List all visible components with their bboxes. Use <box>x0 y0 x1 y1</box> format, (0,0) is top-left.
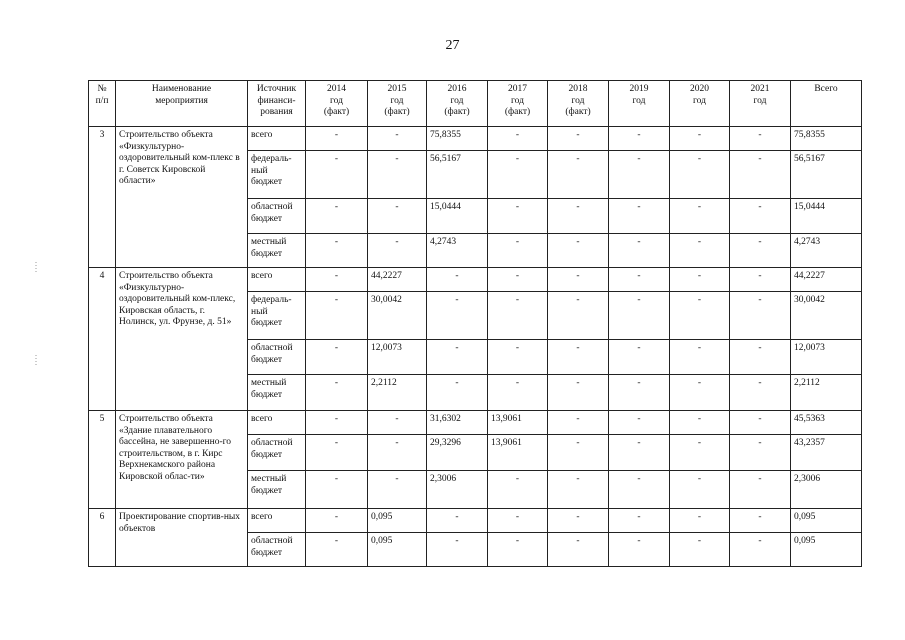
year-value: - <box>609 411 670 435</box>
year-value: - <box>427 509 488 533</box>
funding-source: федераль- ный бюджет <box>248 292 306 340</box>
header-name: Наименование мероприятия <box>116 81 248 127</box>
year-value: - <box>609 509 670 533</box>
item-number: 3 <box>89 127 116 268</box>
funding-source: всего <box>248 268 306 292</box>
row-total: 0,095 <box>791 533 862 567</box>
year-value: - <box>609 340 670 375</box>
year-value: - <box>488 533 548 567</box>
item-name: Проектирование спортив-ных объектов <box>116 509 248 567</box>
item-number: 4 <box>89 268 116 411</box>
year-value: - <box>368 234 427 268</box>
year-value: - <box>548 127 609 151</box>
year-value: - <box>670 268 730 292</box>
year-value: 44,2227 <box>368 268 427 292</box>
year-value: - <box>730 375 791 411</box>
header-2015: 2015 год (факт) <box>368 81 427 127</box>
funding-source: местный бюджет <box>248 471 306 509</box>
year-value: - <box>368 435 427 471</box>
year-value: - <box>670 509 730 533</box>
table-row <box>89 127 862 151</box>
year-value: - <box>730 411 791 435</box>
funding-source: областной бюджет <box>248 199 306 234</box>
year-value: - <box>306 268 368 292</box>
year-value: - <box>306 411 368 435</box>
year-value: - <box>488 234 548 268</box>
row-total: 0,095 <box>791 509 862 533</box>
funding-source: областной бюджет <box>248 340 306 375</box>
year-value: - <box>609 375 670 411</box>
year-value: - <box>427 268 488 292</box>
header-2018: 2018 год (факт) <box>548 81 609 127</box>
year-value: - <box>670 234 730 268</box>
funding-source: местный бюджет <box>248 234 306 268</box>
year-value: - <box>730 127 791 151</box>
year-value: - <box>306 234 368 268</box>
year-value: - <box>670 199 730 234</box>
item-number: 6 <box>89 509 116 567</box>
row-total: 45,5363 <box>791 411 862 435</box>
page-number: 27 <box>445 38 460 53</box>
year-value: - <box>488 151 548 199</box>
year-value: 30,0042 <box>368 292 427 340</box>
year-value: - <box>670 533 730 567</box>
table-body <box>89 127 862 567</box>
year-value: - <box>730 268 791 292</box>
funding-source: федераль- ный бюджет <box>248 151 306 199</box>
year-value: - <box>306 435 368 471</box>
row-total: 4,2743 <box>791 234 862 268</box>
header-2014: 2014 год (факт) <box>306 81 368 127</box>
year-value: - <box>730 340 791 375</box>
row-total: 56,5167 <box>791 151 862 199</box>
year-value: 56,5167 <box>427 151 488 199</box>
year-value: 0,095 <box>368 509 427 533</box>
table-row <box>89 268 862 292</box>
year-value: - <box>730 292 791 340</box>
year-value: - <box>548 268 609 292</box>
header-source: Источник финанси- рования <box>248 81 306 127</box>
funding-source: областной бюджет <box>248 435 306 471</box>
year-value: 15,0444 <box>427 199 488 234</box>
header-2016: 2016 год (факт) <box>427 81 488 127</box>
header-2021: 2021 год <box>730 81 791 127</box>
row-total: 43,2357 <box>791 435 862 471</box>
header-2019: 2019 год <box>609 81 670 127</box>
year-value: 31,6302 <box>427 411 488 435</box>
year-value: - <box>488 199 548 234</box>
year-value: - <box>670 340 730 375</box>
year-value: - <box>548 471 609 509</box>
table-row <box>89 411 862 435</box>
year-value: - <box>488 375 548 411</box>
year-value: 12,0073 <box>368 340 427 375</box>
year-value: - <box>609 292 670 340</box>
header-num: № п/п <box>89 81 116 127</box>
year-value: - <box>306 127 368 151</box>
year-value: - <box>730 199 791 234</box>
table-row <box>89 509 862 533</box>
year-value: - <box>609 151 670 199</box>
funding-source: всего <box>248 411 306 435</box>
row-total: 15,0444 <box>791 199 862 234</box>
year-value: - <box>427 340 488 375</box>
funding-source: всего <box>248 509 306 533</box>
year-value: 29,3296 <box>427 435 488 471</box>
year-value: - <box>609 127 670 151</box>
year-value: - <box>488 471 548 509</box>
year-value: 2,3006 <box>427 471 488 509</box>
year-value: - <box>548 411 609 435</box>
year-value: - <box>368 411 427 435</box>
year-value: - <box>306 375 368 411</box>
year-value: - <box>609 234 670 268</box>
year-value: - <box>609 471 670 509</box>
year-value: - <box>548 509 609 533</box>
year-value: - <box>548 375 609 411</box>
year-value: - <box>609 199 670 234</box>
year-value: - <box>548 151 609 199</box>
year-value: - <box>306 151 368 199</box>
year-value: 13,9061 <box>488 411 548 435</box>
year-value: - <box>670 292 730 340</box>
year-value: - <box>670 435 730 471</box>
year-value: - <box>548 435 609 471</box>
row-total: 44,2227 <box>791 268 862 292</box>
funding-source: всего <box>248 127 306 151</box>
year-value: - <box>306 471 368 509</box>
year-value: - <box>548 234 609 268</box>
funding-source: местный бюджет <box>248 375 306 411</box>
year-value: - <box>306 340 368 375</box>
year-value: - <box>670 375 730 411</box>
year-value: - <box>368 199 427 234</box>
item-name: Строительство объекта «Здание плавательного бассейна, не завершенно-го строительством, в г. Кирс Верхнекамского района Кировской облас-ти» <box>116 411 248 509</box>
year-value: - <box>427 292 488 340</box>
row-total: 2,2112 <box>791 375 862 411</box>
year-value: - <box>488 509 548 533</box>
year-value: - <box>488 268 548 292</box>
year-value: - <box>730 471 791 509</box>
year-value: - <box>548 292 609 340</box>
row-total: 30,0042 <box>791 292 862 340</box>
year-value: - <box>670 127 730 151</box>
header-total: Всего <box>791 81 862 127</box>
year-value: - <box>609 435 670 471</box>
funding-source: областной бюджет <box>248 533 306 567</box>
year-value: - <box>670 151 730 199</box>
year-value: 4,2743 <box>427 234 488 268</box>
year-value: - <box>730 435 791 471</box>
row-total: 12,0073 <box>791 340 862 375</box>
header-2020: 2020 год <box>670 81 730 127</box>
item-name: Строительство объекта «Физкультурно-оздоровительный ком-плекс, Кировская область, г. Нолинск, ул. Фрунзе, д. 51» <box>116 268 248 411</box>
header-row <box>89 81 862 127</box>
year-value: - <box>670 411 730 435</box>
year-value: - <box>730 234 791 268</box>
year-value: - <box>548 199 609 234</box>
year-value: 2,2112 <box>368 375 427 411</box>
year-value: 75,8355 <box>427 127 488 151</box>
year-value: - <box>670 471 730 509</box>
year-value: - <box>609 533 670 567</box>
year-value: - <box>306 199 368 234</box>
year-value: - <box>427 375 488 411</box>
item-name: Строительство объекта «Физкультурно-оздоровительный ком-плекс в г. Советск Кировской области» <box>116 127 248 268</box>
year-value: 0,095 <box>368 533 427 567</box>
year-value: - <box>730 533 791 567</box>
year-value: - <box>730 509 791 533</box>
row-total: 2,3006 <box>791 471 862 509</box>
year-value: - <box>548 533 609 567</box>
year-value: - <box>609 268 670 292</box>
item-number: 5 <box>89 411 116 509</box>
year-value: - <box>306 509 368 533</box>
year-value: - <box>488 340 548 375</box>
year-value: - <box>488 127 548 151</box>
year-value: - <box>427 533 488 567</box>
year-value: - <box>368 471 427 509</box>
row-total: 75,8355 <box>791 127 862 151</box>
year-value: 13,9061 <box>488 435 548 471</box>
year-value: - <box>306 292 368 340</box>
header-2017: 2017 год (факт) <box>488 81 548 127</box>
year-value: - <box>368 151 427 199</box>
year-value: - <box>548 340 609 375</box>
year-value: - <box>730 151 791 199</box>
year-value: - <box>488 292 548 340</box>
funding-table <box>88 80 862 567</box>
year-value: - <box>306 533 368 567</box>
year-value: - <box>368 127 427 151</box>
